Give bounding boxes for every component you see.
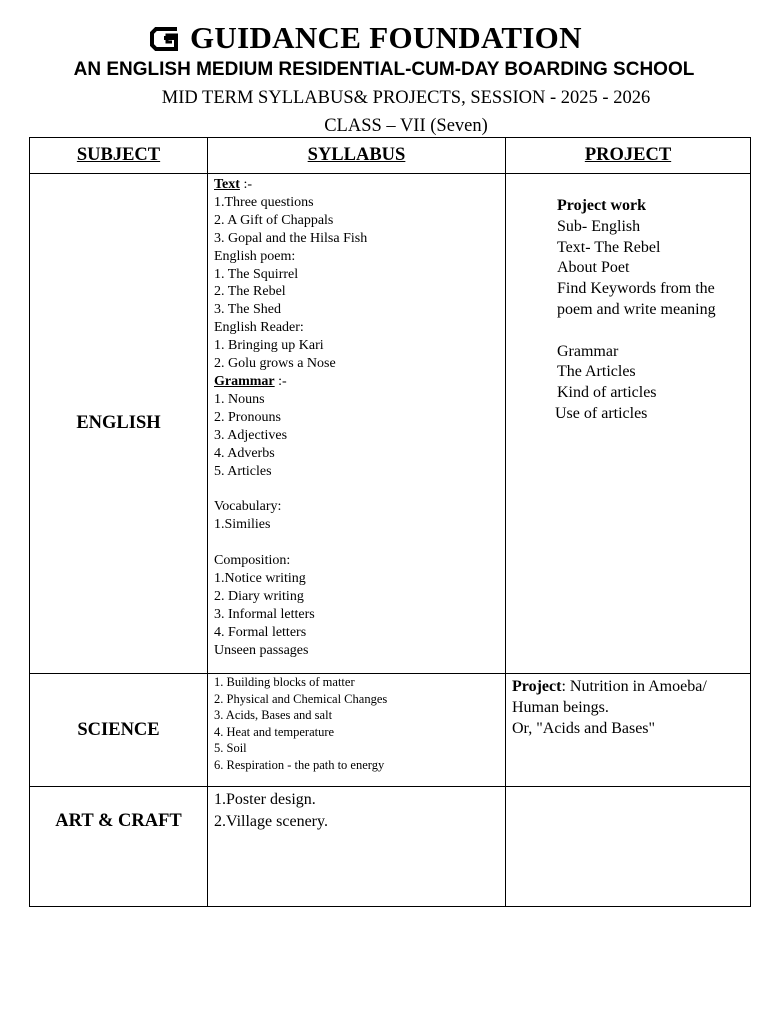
list-item: 1.Three questions [214,194,314,210]
list-item: 2. A Gift of Chappals [214,212,334,228]
poem-heading: English poem: [214,248,296,264]
session-title: MID TERM SYLLABUS& PROJECTS, SESSION - 2025 - 2026 [161,88,651,108]
project-line: Grammar [557,342,619,360]
list-item: 1.Notice writing [214,570,306,586]
project-line: The Articles [557,363,636,381]
list-item: 1. The Squirrel [214,266,299,282]
text-heading: Text [214,177,240,192]
list-item: 1. Nouns [214,391,265,407]
list-item: 3. Acids, Bases and salt [214,708,333,723]
art-project [506,787,751,907]
list-item: 2.Village scenery. [214,812,328,830]
list-item: 3. Informal letters [214,606,315,622]
subject-english: ENGLISH [30,174,208,674]
header-subject: SUBJECT [30,138,208,174]
subject-science: SCIENCE [30,674,208,787]
syllabus-table [29,137,751,907]
project-text: : Nutrition in Amoeba/ [561,678,707,695]
project-line: Text- The Rebel [557,238,661,256]
list-item: 2. The Rebel [214,284,286,300]
project-label: Project [512,678,562,695]
text-heading-suffix: :- [239,177,252,192]
list-item: 1. Bringing up Kari [214,338,324,354]
project-line: poem and write meaning [557,300,716,318]
list-item: 5. Soil [214,741,247,756]
org-name: GUIDANCE FOUNDATION [190,20,582,55]
list-item: 3. The Shed [214,302,282,318]
list-item: 4. Adverbs [214,445,275,461]
science-syllabus [208,674,506,787]
table-row-science [30,674,751,787]
project-line: Use of articles [555,404,648,422]
grammar-heading: Grammar [214,373,275,389]
english-project [506,174,751,674]
table-row-english [30,174,751,674]
brand [148,20,582,56]
list-item: 4. Formal letters [214,624,307,640]
list-item: 1.Poster design. [214,791,316,808]
list-item: Unseen passages [214,642,309,658]
science-project [506,674,751,787]
composition-heading: Composition: [214,553,291,568]
reader-heading: English Reader: [214,320,304,336]
list-item: 2. Diary writing [214,588,304,604]
table-header-row [30,138,751,174]
project-title: Project work [557,197,646,214]
list-item: 2. Pronouns [214,409,281,425]
art-syllabus [208,787,506,907]
list-item: 6. Respiration - the path to energy [214,757,385,772]
school-type: AN ENGLISH MEDIUM RESIDENTIAL-CUM-DAY BOARDING SCHOOL [73,59,695,80]
header-syllabus: SYLLABUS [208,138,506,174]
list-item: 2. Physical and Chemical Changes [214,691,388,706]
project-line: Human beings. [512,699,609,716]
list-item: 4. Heat and temperature [214,724,335,739]
class-line: CLASS – VII (Seven) [324,116,488,136]
list-item: 3. Adjectives [214,427,288,443]
project-line: Find Keywords from the [557,280,715,298]
header-project: PROJECT [506,138,751,174]
list-item: 1.Similies [214,517,271,533]
list-item: 1. Building blocks of matter [214,675,355,689]
table-row-art [30,787,751,907]
list-item: 2. Golu grows a Nose [214,356,336,372]
list-item: 5. Articles [214,463,272,479]
project-line: Sub- English [557,217,641,235]
project-line: Or, "Acids and Bases" [512,720,656,737]
vocab-heading: Vocabulary: [214,499,282,515]
english-syllabus [208,174,506,674]
project-line: About Poet [557,259,630,277]
project-line: Kind of articles [557,384,657,402]
subject-art: ART & CRAFT [30,787,208,907]
grammar-heading-suffix: :- [274,373,287,389]
list-item: 3. Gopal and the Hilsa Fish [214,230,368,246]
guidance-logo-icon [148,23,182,53]
